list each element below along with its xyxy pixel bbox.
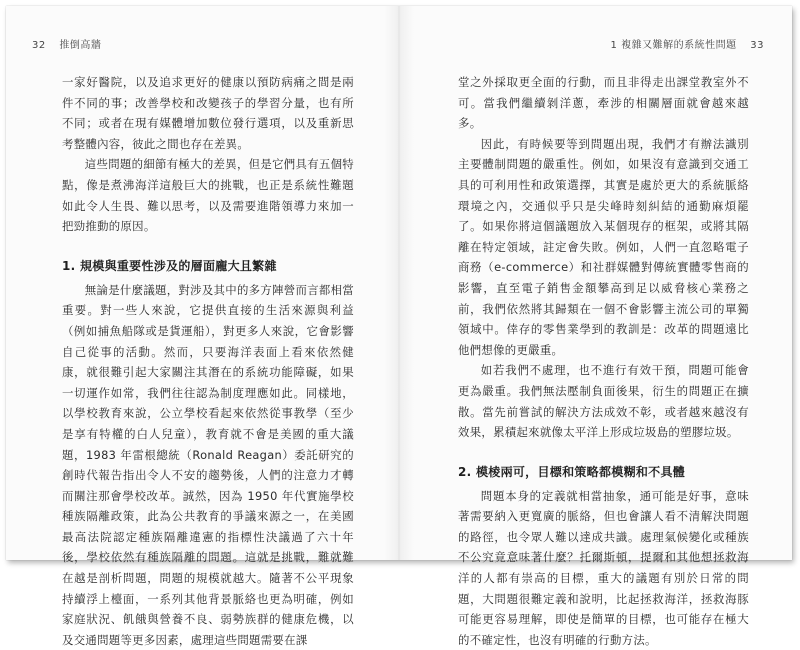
paragraph: 這些問題的細節有極大的差異，但是它們具有五個特點，像是煮沸海洋這般巨大的挑戰，也正是系統性難題如此令人生畏、難以思考，以及需要進階領導力來加一把勁推動的原因。 xyxy=(62,157,354,234)
paragraph: 一家好醫院，以及追求更好的健康以預防病痛之間是兩件不同的事；改善學校和改變孩子的學習分量，也有所不同；或者在現有媒體增加數位發行選項，以及重新思考整體內容，彼此之間也存在差異。 xyxy=(62,75,354,151)
paragraph: 無論是什麼議題，對涉及其中的多方陣營而言都相當重要。對一些人來說，它提供直接的生活來源與利益（例如捕魚船隊或是貨運船），對更多人來說，它會影響自己從事的活動。然而，只要海洋表面上看來依然健康，就很難引起大家關注其潛在的系統功能障礙，如果一切運作如常，我們往往認為制度理應如此。同樣地，以學校教育來說，公立學校看起來依然從事教學（至少是享有特權的白人兒童），教育就不會是美國的重大議題，1983 年雷根總統（Ronald Reagan）委託研究的創時代報告指出令人不安的趨勢後，人們的注意力才轉而關注那會學校改革。誠然，因為 1950 年代實施學校種族隔離政策，此為公共教育的爭議來源之一，在美國最高法院認定種族隔離違憲的指標性決議過了六十年後，學校依然有種族隔離的問題。這就是挑戰，難就難在越是剖析問題，問題的規模就越大。隨著不公平現象持續浮上檯面，一系列其他背景脈絡也更為明確，例如家庭狀況、飢餓與營養不良、弱勢族群的健康危機，以及交通問題等更多因素，處理這些問題需要在課 xyxy=(62,282,354,647)
book-spread xyxy=(6,6,792,647)
section-heading: 2. 模棱兩可，目標和策略都模糊和不具體 xyxy=(458,464,686,479)
right-page xyxy=(399,6,792,647)
paragraph: 問題本身的定義就相當抽象，通可能是好事，意味著需要納入更寬廣的脈絡，但也會讓人看不清解決問題的路徑，也令眾人難以達成共識。處理氣候變化或種族不公究竟意味著什麼？托爾斯頓，提爾和其他想拯救海洋的人都有崇高的目標，重大的議題有別於日常的問題，大問題很難定義和說明，比起拯救海洋，拯救海豚可能更容易理解，即使是簡單的目標，也可能存在極大的不確定性，也沒有明確的行動方法。 xyxy=(458,488,749,647)
paragraph: 如若我們不處理，也不進行有效干預，問題可能會更為嚴重。我們無法壓制負面後果，衍生的問題正在擴散。當先前嘗試的解決方法成效不彰，或者越來越沒有效果，累積起來就像太平洋上形成垃圾島的塑膠垃圾。 xyxy=(458,363,749,440)
left-page xyxy=(6,6,399,647)
right-body-text xyxy=(458,72,749,650)
right-chapter-title: 1 複雜又難解的系統性問題 xyxy=(610,40,737,51)
right-page-number: 33 xyxy=(750,40,764,51)
right-running-head xyxy=(611,36,764,51)
left-body-text xyxy=(62,72,354,650)
left-page-number: 32 xyxy=(32,40,46,51)
paragraph: 因此，有時候要等到問題出現，我們才有辦法識別主要體制問題的嚴重性。例如，如果沒有意識到交通工具的可利用性和政策選擇，其實是處於更大的系統脈絡環境之內，交通似乎只是尖峰時刻糾結的通勤麻煩罷了。如果你將這個議題放入某個現存的框架，或將其隔離在特定領域，註定會失敗。例如，人們一直忽略電子商務（e-commerce）和社群媒體對傳統實體零售商的影響，直至電子銷售金額攀高到足以威脅核心業務之前，我們依然將其歸類在一個不會影響主流公司的單獨領域中。倖存的零售業學到的教訓是：改革的問題遠比他們想像的更嚴重。 xyxy=(458,136,749,357)
section-heading: 1. 規模與重要性涉及的層面龐大且繁雜 xyxy=(62,258,277,273)
left-running-head xyxy=(32,36,101,51)
left-book-title: 推倒高牆 xyxy=(59,40,102,51)
paragraph: 堂之外採取更全面的行動，而且非得走出課堂教室外不可。當我們繼續剝洋蔥，牽涉的相關層面就會越來越多。 xyxy=(458,75,749,131)
